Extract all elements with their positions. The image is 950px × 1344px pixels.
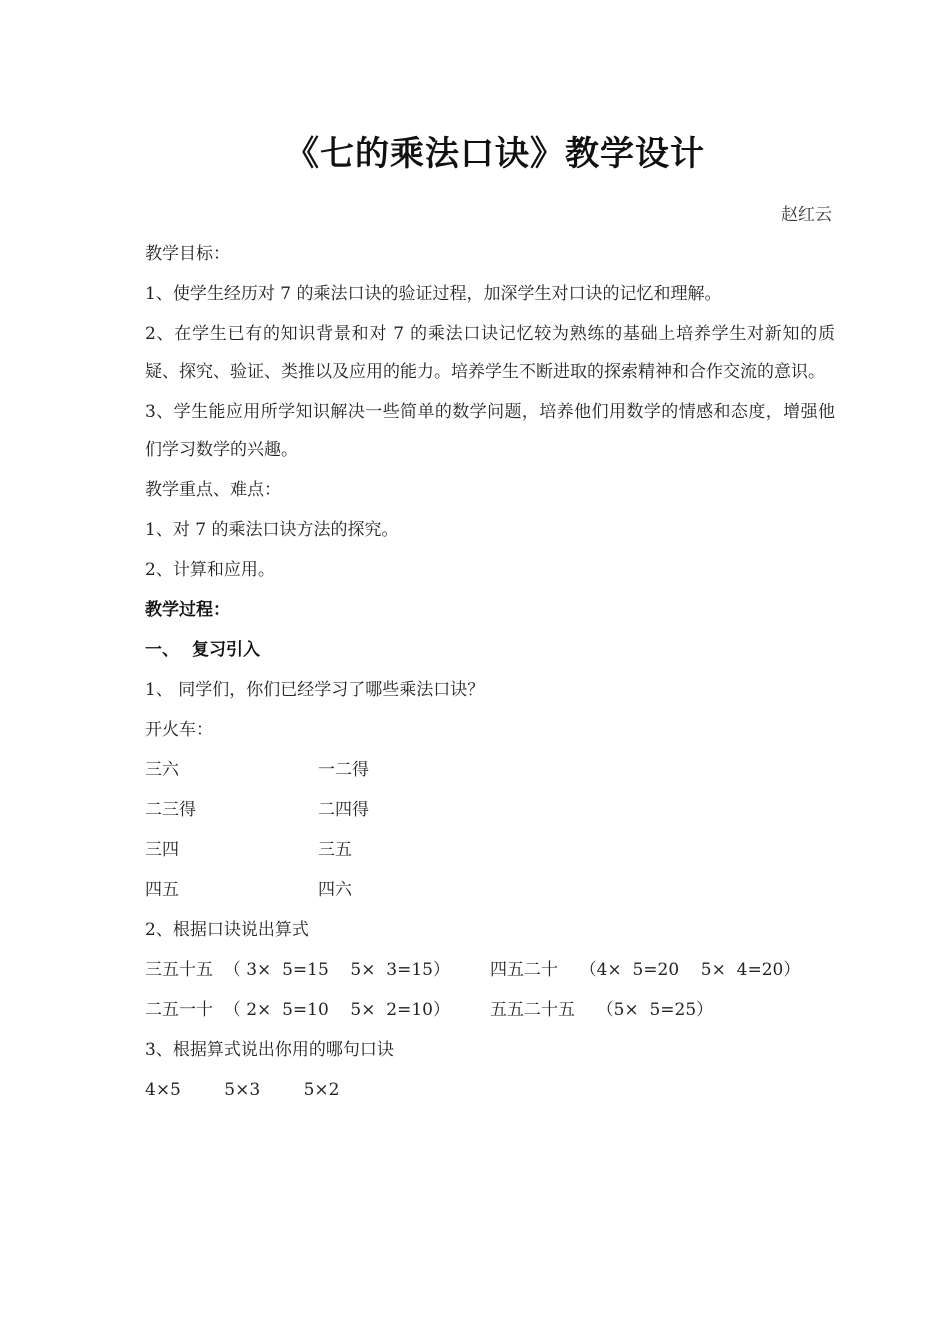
- train-row: [145, 751, 835, 789]
- expression: 5×3: [224, 1080, 261, 1100]
- calc-row: [145, 991, 835, 1029]
- calc-cell: 三五十五 （ 3× 5=15 5× 3=15）: [145, 960, 450, 980]
- author-name: 赵红云: [781, 205, 832, 225]
- train-cell: 二四得: [318, 800, 369, 820]
- process-heading: 教学过程：: [145, 600, 230, 620]
- train-row: [145, 871, 835, 909]
- section-title: 复习引入: [192, 640, 260, 660]
- calc-cell: 五五二十五 （5× 5=25）: [490, 1000, 714, 1020]
- section-number: 一、: [145, 640, 179, 660]
- expression-list: [145, 1071, 835, 1109]
- train-row: [145, 831, 835, 869]
- train-cell: 三四: [145, 840, 179, 860]
- expression: 5×2: [303, 1080, 340, 1100]
- keypoints-heading: 教学重点、难点：: [145, 480, 281, 500]
- train-cell: 四五: [145, 880, 179, 900]
- formula-task: 2、根据口诀说出算式: [145, 920, 309, 940]
- document-body: [145, 235, 835, 1111]
- train-label: 开火车：: [145, 720, 213, 740]
- objective-item: 1、使学生经历对 7 的乘法口诀的验证过程，加深学生对口诀的记忆和理解。: [145, 284, 722, 304]
- review-question: 1、 同学们，你们已经学习了哪些乘法口诀？: [145, 680, 485, 700]
- train-cell: 一二得: [318, 760, 369, 780]
- calc-row: [145, 951, 835, 989]
- rhyme-task: 3、根据算式说出你用的哪句口诀: [145, 1040, 394, 1060]
- expression: 4×5: [145, 1080, 181, 1100]
- objective-item: 3、学生能应用所学知识解决一些简单的数学问题，培养他们用数学的情感和态度，增强他们学习数学的兴趣。: [145, 402, 835, 460]
- calc-cell: 二五一十 （ 2× 5=10 5× 2=10）: [145, 1000, 450, 1020]
- train-cell: 三五: [318, 840, 352, 860]
- train-cell: 四六: [318, 880, 352, 900]
- train-cell: 三六: [145, 760, 179, 780]
- train-cell: 二三得: [145, 800, 196, 820]
- objectives-heading: 教学目标：: [145, 244, 230, 264]
- document-title: 《七的乘法口诀》教学设计: [285, 134, 705, 174]
- section-heading: [145, 631, 835, 669]
- keypoint-item: 2、计算和应用。: [145, 560, 275, 580]
- calc-cell: 四五二十 （4× 5=20 5× 4=20）: [490, 960, 801, 980]
- objective-item: 2、在学生已有的知识背景和对 7 的乘法口诀记忆较为熟练的基础上培养学生对新知的质疑、探究、验证、类推以及应用的能力。培养学生不断进取的探索精神和合作交流的意识。: [145, 324, 835, 382]
- train-row: [145, 791, 835, 829]
- keypoint-item: 1、对 7 的乘法口诀方法的探究。: [145, 520, 399, 540]
